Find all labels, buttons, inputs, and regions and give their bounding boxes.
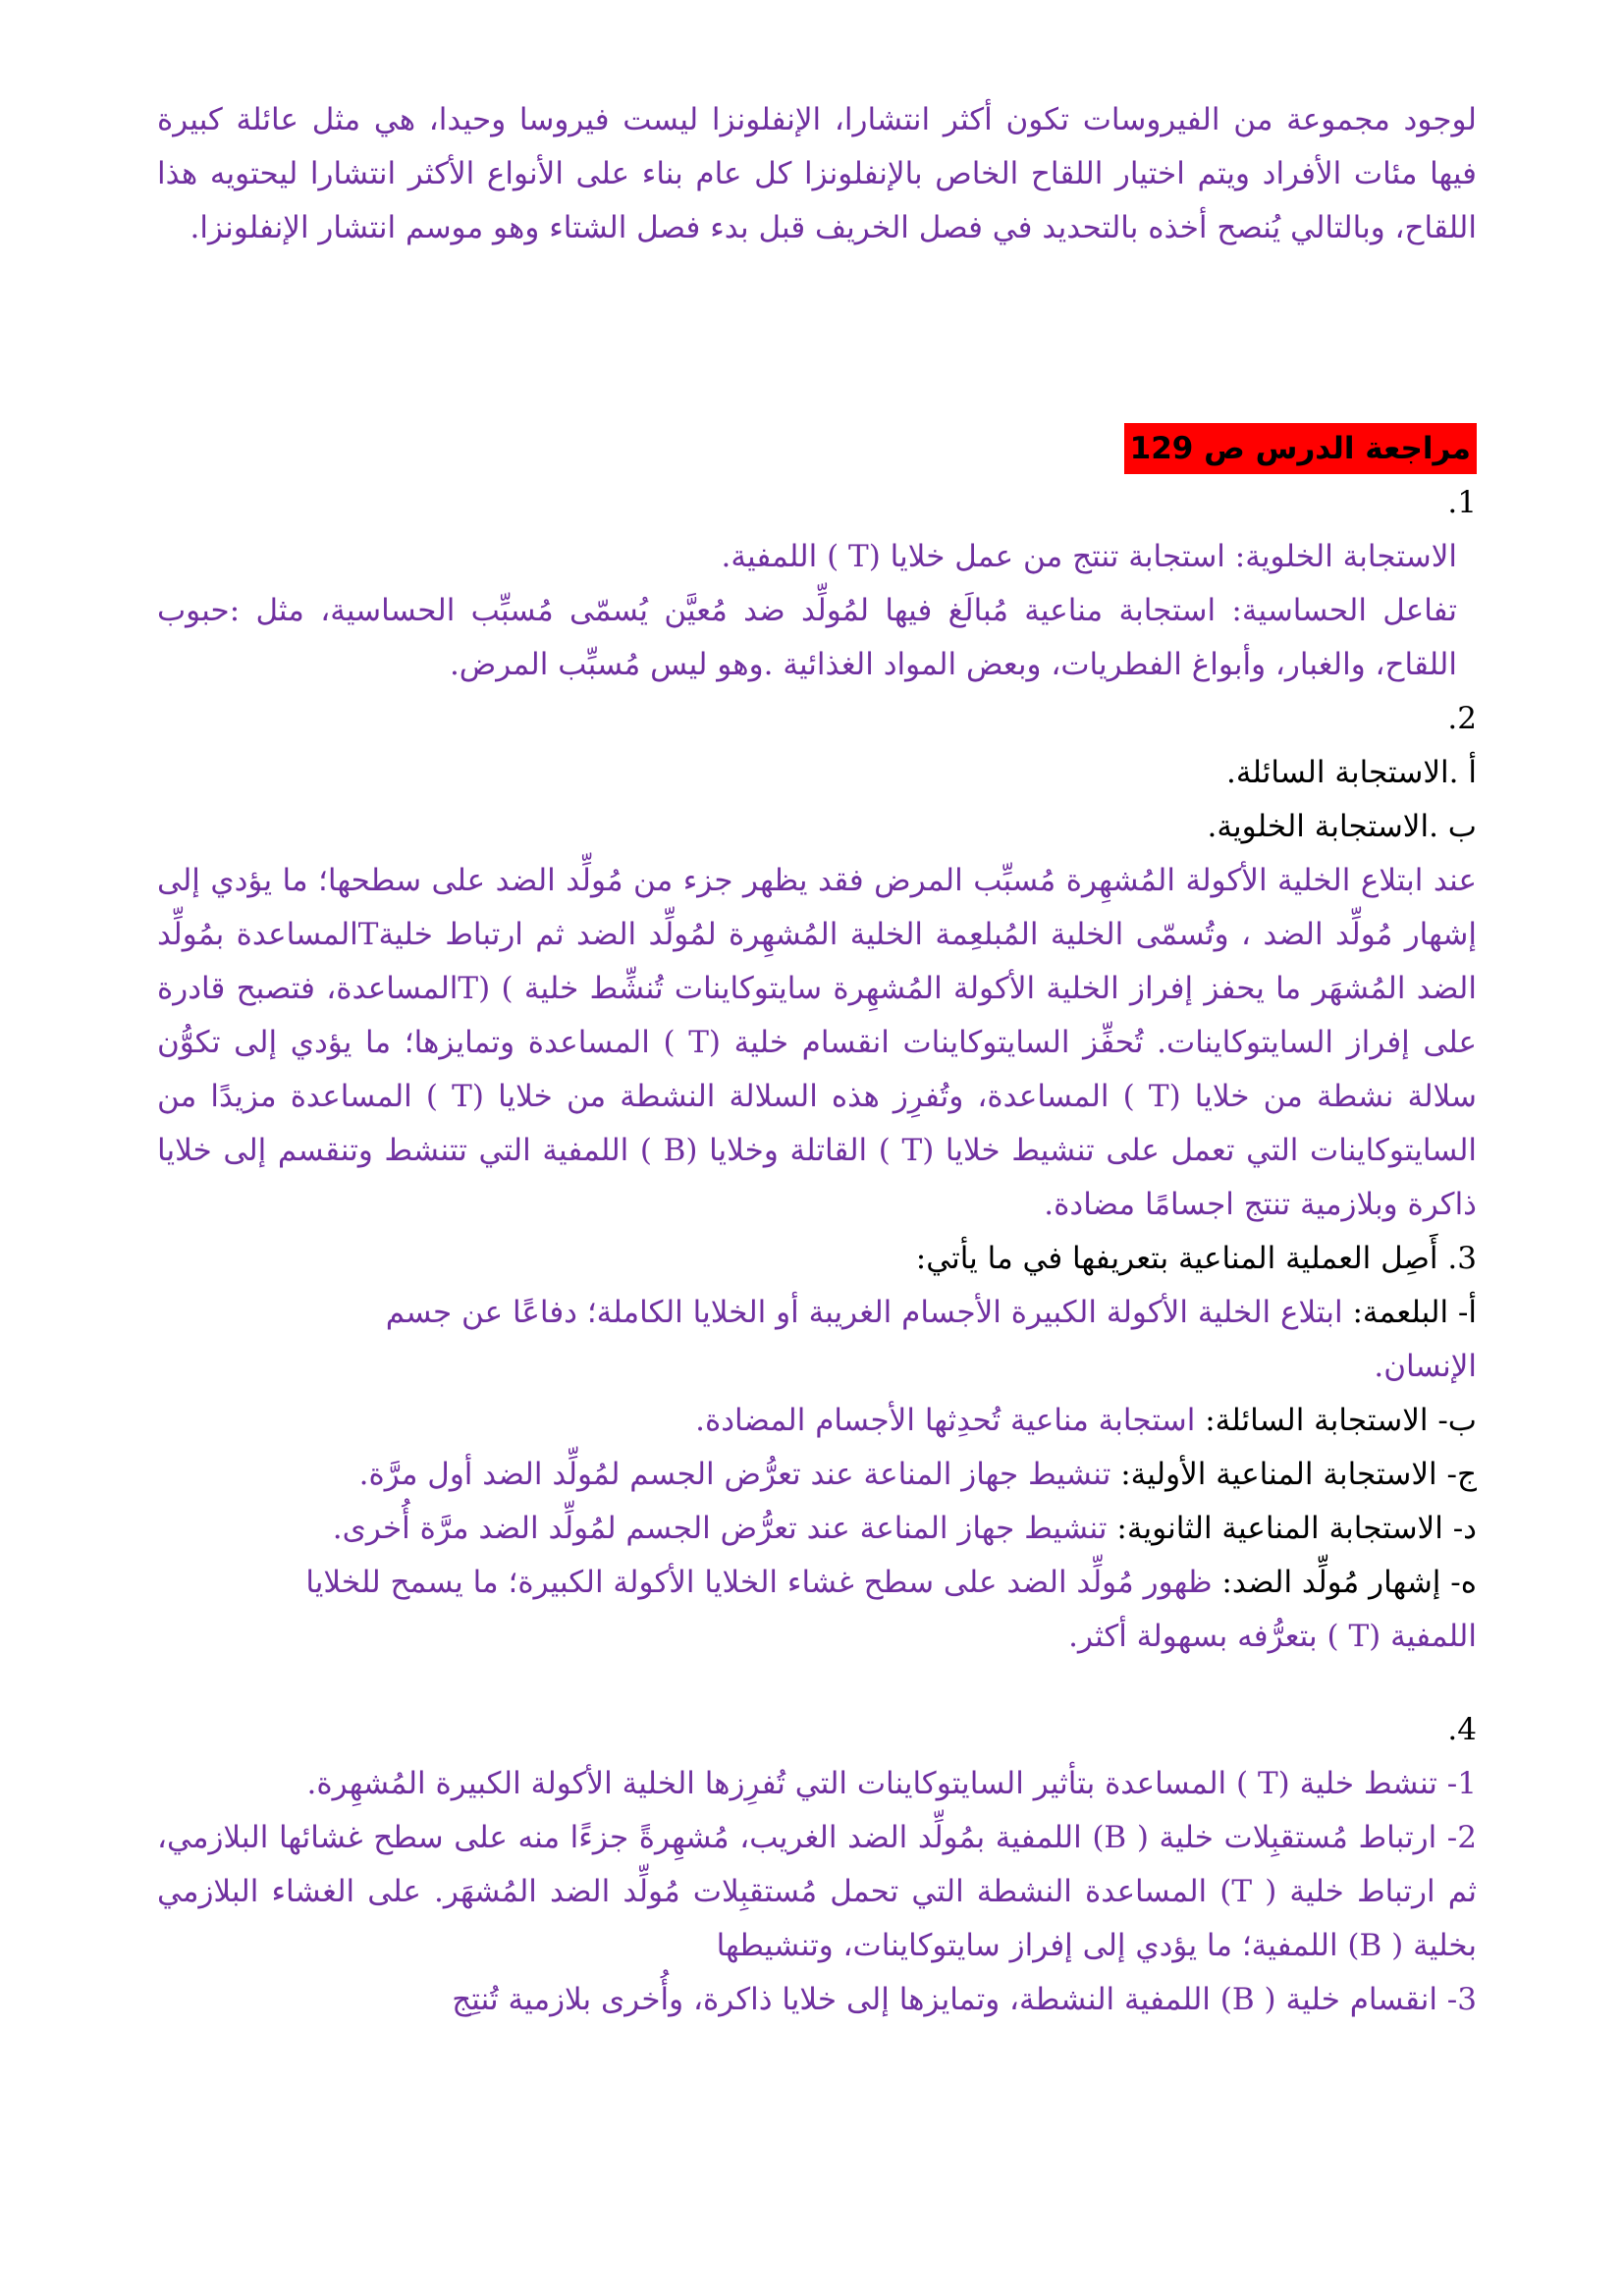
q3-item (157, 1286, 1477, 1394)
q4-step: 1- تنشط خلية (T ) المساعدة بتأثير السايتوكاينات التي تُفرِزها الخلية الأكولة الكبيرة المُشهِرة. (306, 1766, 1477, 1801)
q2-paragraph: عند ابتلاع الخلية الأكولة المُشهِرة مُسبِّب المرض فقد يظهر جزء من مُولِّد الضد على سطحها؛ ما يؤدي إلى إشهار مُولِّد الضد ، وتُسمّى الخلية المُبلعِمة الخلية المُشهِرة لمُولِّد الضد ثم ارتباط خليةTالمساعدة بمُولِّد الضد المُشهَر ما يحفز إفراز الخلية الأكولة المُشهِرة سايتوكاينات تُنشِّط خلية ) (Tالمساعدة، فتصبح قادرة على إفراز السايتوكاينات. تُحفِّز السايتوكاينات انقسام خلية (T ) المساعدة وتمايزها؛ ما يؤدي إلى تكوُّن سلالة نشطة من خلايا (T ) المساعدة، وتُفرِز هذه السلالة النشطة من خلايا (T ) المساعدة مزيدًا من السايتوكاينات التي تعمل على تنشيط خلايا (T ) القاتلة وخلايا (B ) اللمفية التي تتنشط وتنقسم إلى خلايا ذاكرة وبلازمية تنتج اجسامًا مضادة. (157, 863, 1477, 1222)
section-gap (157, 1664, 1477, 1703)
review-heading: مراجعة الدرس ص 129 (1124, 423, 1477, 474)
q4-step: 2- ارتباط مُستقبِلات خلية ( B) اللمفية بمُولِّد الضد الغريب، مُشهِرةً جزءًا منه على سطح غشائها البلازمي، ثم ارتباط خلية ( T) المساعدة النشطة التي تحمل مُستقبِلات مُولِّد الضد المُشهَر. على الغشاء البلازمي بخلية ( B) اللمفية؛ ما يؤدي إلى إفراز سايتوكاينات، وتنشيطها (157, 1820, 1478, 1963)
q3-item (157, 1556, 1477, 1664)
q3-definition: استجابة مناعية تُحدِثها الأجسام المضادة. (695, 1403, 1206, 1438)
q3-term: د- الاستجابة المناعية الثانوية: (1116, 1511, 1477, 1546)
q3-definition: ابتلاع الخلية الأكولة الكبيرة الأجسام الغريبة أو الخلايا الكاملة؛ دفاعًا عن جسم الإنسان. (385, 1295, 1477, 1384)
q1-hypersensitivity: تفاعل الحساسية: استجابة مناعية مُبالَغ فيها لمُولِّد ضد مُعيَّن يُسمّى مُسبِّب الحساسية، مثل :حبوب اللقاح، والغبار، وأبواغ الفطريات، وبعض المواد الغذائية .وهو ليس مُسبِّب المرض. (157, 593, 1457, 682)
section-spacer (157, 255, 1477, 422)
q3-term: ه- إشهار مُولِّد الضد: (1221, 1565, 1477, 1600)
q3-title: أَصِل العملية المناعية بتعريفها في ما يأتي: (915, 1241, 1438, 1276)
question-1-number: 1. (1447, 485, 1477, 520)
q1-cellular-response: الاستجابة الخلوية: استجابة تنتج من عمل خلايا (T ) اللمفية. (721, 539, 1457, 574)
question-2-number: 2. (1447, 701, 1477, 736)
q3-term: أ- البلعمة: (1352, 1295, 1477, 1330)
q3-item (157, 1394, 1477, 1448)
q3-term: ج- الاستجابة المناعية الأولية: (1120, 1457, 1477, 1492)
review-heading-row (157, 422, 1477, 476)
question-4-number: 4. (1447, 1712, 1477, 1747)
q2-answer-b: ب .الاستجابة الخلوية. (1207, 809, 1477, 844)
q3-item (157, 1502, 1477, 1556)
q3-title-row (157, 1232, 1477, 1286)
q2-answer-a: أ .الاستجابة السائلة. (1225, 755, 1477, 790)
q3-definition: ظهور مُولِّد الضد على سطح غشاء الخلايا الأكولة الكبيرة؛ ما يسمح للخلايا اللمفية (T ) بتعرُّفه بسهولة أكثر. (305, 1565, 1477, 1654)
question-3-number: 3. (1447, 1241, 1477, 1276)
intro-paragraph: لوجود مجموعة من الفيروسات تكون أكثر انتشارا، الإنفلونزا ليست فيروسا وحيدا، هي مثل عائلة كبيرة فيها مئات الأفراد ويتم اختيار اللقاح الخاص بالإنفلونزا كل عام بناء على الأنواع الأكثر انتشارا ليحتويه هذا اللقاح، وبالتالي يُنصح أخذه بالتحديد في فصل الخريف قبل بدء فصل الشتاء وهو موسم انتشار الإنفلونزا. (157, 102, 1477, 245)
q3-definition: تنشيط جهاز المناعة عند تعرُّض الجسم لمُولِّد الضد مرَّة أُخرى. (332, 1511, 1117, 1546)
q4-step: 3- انقسام خلية ( B) اللمفية النشطة، وتمايزها إلى خلايا ذاكرة، وأُخرى بلازمية تُنتِج (452, 1982, 1477, 2017)
q3-item (157, 1448, 1477, 1502)
q3-definition: تنشيط جهاز المناعة عند تعرُّض الجسم لمُولِّد الضد أول مرَّة. (358, 1457, 1121, 1492)
q3-term: ب- الاستجابة السائلة: (1205, 1403, 1477, 1438)
